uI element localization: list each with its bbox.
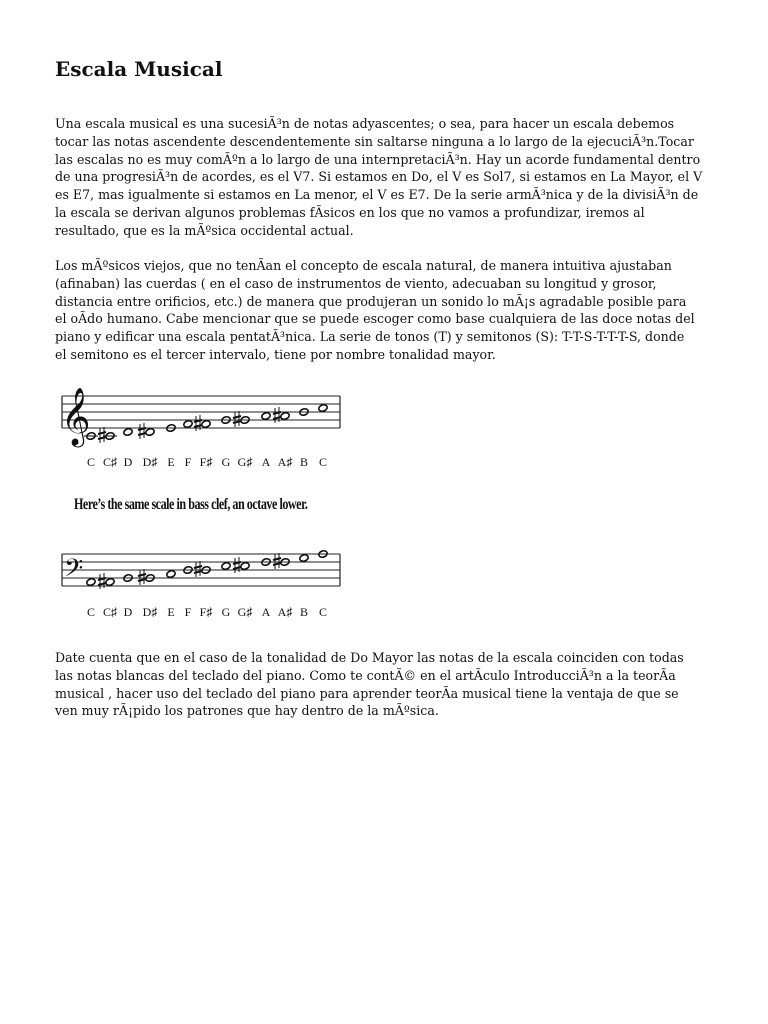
note-name-label: D♯: [142, 605, 158, 619]
note-name-label: C♯: [102, 455, 118, 469]
note-name-label: D: [123, 455, 133, 469]
note-name-labels: [87, 455, 327, 469]
sharp-icon: [138, 423, 146, 439]
treble-staff-svg: [58, 380, 348, 472]
staff-lines: [62, 396, 340, 428]
note-name-labels: [87, 605, 327, 619]
note-name-label: G♯: [237, 605, 253, 619]
note-name-label: D: [123, 605, 133, 619]
note-name-label: C: [318, 455, 328, 469]
bass-staff-svg: [58, 540, 348, 622]
note-name-label: B: [299, 605, 309, 619]
bass-clef-icon: 𝄢: [64, 555, 84, 588]
whole-note: [318, 404, 328, 413]
whole-note: [261, 412, 271, 421]
note-name-label: E: [167, 605, 175, 619]
note-name-label: A: [261, 605, 271, 619]
whole-note: [299, 554, 309, 563]
note-name-label: G♯: [237, 455, 253, 469]
note-name-label: A♯: [277, 455, 293, 469]
treble-clef-scale-figure: [58, 380, 348, 472]
note-name-label: F: [184, 605, 192, 619]
scale-notes: [86, 550, 328, 589]
sharp-icon: [233, 557, 241, 573]
note-name-label: F♯: [199, 455, 213, 469]
note-name-label: C: [86, 455, 96, 469]
whole-note: [123, 428, 133, 437]
sharp-icon: [138, 569, 146, 585]
bass-clef-scale-figure: [58, 540, 348, 622]
scale-notes: [84, 404, 328, 443]
whole-note: [221, 562, 231, 571]
treble-clef-icon: 𝄞: [61, 388, 91, 444]
whole-note: [86, 578, 96, 587]
paragraph-conclusion: Date cuenta que en el caso de la tonalidad de Do Mayor las notas de la escala coinciden con todas las notas blancas del teclado del piano. Como te contÃ© en el artÃculo IntroducciÃ³n a la teorÃa musical , hacer uso del teclado del piano para aprender teorÃa musical tiene la ventaja de que se ven muy rÃ¡pido los patrones que hay dentro de la mÃºsica.: [55, 650, 684, 719]
note-name-label: C: [318, 605, 328, 619]
note-name-label: F: [184, 455, 192, 469]
sharp-icon: [194, 561, 202, 577]
sharp-icon: [194, 415, 202, 431]
sharp-icon: [233, 411, 241, 427]
paragraph-intro: Una escala musical es una sucesiÃ³n de notas adyascentes; o sea, para hacer un escala debemos tocar las notas ascendente descendentemente sin saltarse ninguna a lo largo de la ejecuciÃ³n.Tocar las escalas no es muy comÃºn a lo largo de una internpretaciÃ³n. Hay un acorde fundamental dentro de una progresiÃ³n de acordes, es el V7. Si estamos en Do, el V es Sol7, si estamos en La Mayor, el V es E7, mas igualmente si estamos en La menor, el V es E7. De la serie armÃ³nica y de la divisiÃ³n de la escala se derivan algunos problemas fÃsicos en los que no vamos a profundizar, iremos al resultado, que es la mÃºsica occidental actual.: [55, 116, 703, 238]
whole-note: [105, 578, 115, 587]
sharp-icon: [273, 553, 281, 569]
figure-caption: Here’s the same scale in bass clef, an octave lower.: [74, 496, 308, 513]
whole-note: [145, 428, 155, 437]
sharp-icon: [98, 573, 106, 589]
whole-note: [280, 412, 290, 421]
note-name-label: E: [167, 455, 175, 469]
whole-note: [183, 420, 193, 429]
page-title: Escala Musical: [55, 57, 223, 81]
paragraph-history: Los mÃºsicos viejos, que no tenÃan el concepto de escala natural, de manera intuitiva ajustaban (afinaban) las cuerdas ( en el caso de instrumentos de viento, adecuaban su longitud y grosor, distancia entre orificios, etc.) de manera que produjeran un sonido lo mÃ¡s agradable posible para el oÃdo humano. Cabe mencionar que se puede escoger como base cualquiera de las doce notas del piano y edificar una escala pentatÃ³nica. La serie de tonos (T) y semitonos (S): T-T-S-T-T-T-S, donde el semitono es el tercer intervalo, tiene por nombre tonalidad mayor.: [55, 258, 695, 362]
note-name-label: C♯: [102, 605, 118, 619]
whole-note: [240, 562, 250, 571]
whole-note: [166, 570, 176, 579]
note-name-label: A: [261, 455, 271, 469]
note-name-label: G: [221, 605, 231, 619]
sharp-icon: [273, 407, 281, 423]
note-name-label: D♯: [142, 455, 158, 469]
note-name-label: C: [86, 605, 96, 619]
sharp-icon: [98, 427, 106, 443]
note-name-label: A♯: [277, 605, 293, 619]
note-name-label: F♯: [199, 605, 213, 619]
whole-note: [201, 420, 211, 429]
note-name-label: B: [299, 455, 309, 469]
note-name-label: G: [221, 455, 231, 469]
